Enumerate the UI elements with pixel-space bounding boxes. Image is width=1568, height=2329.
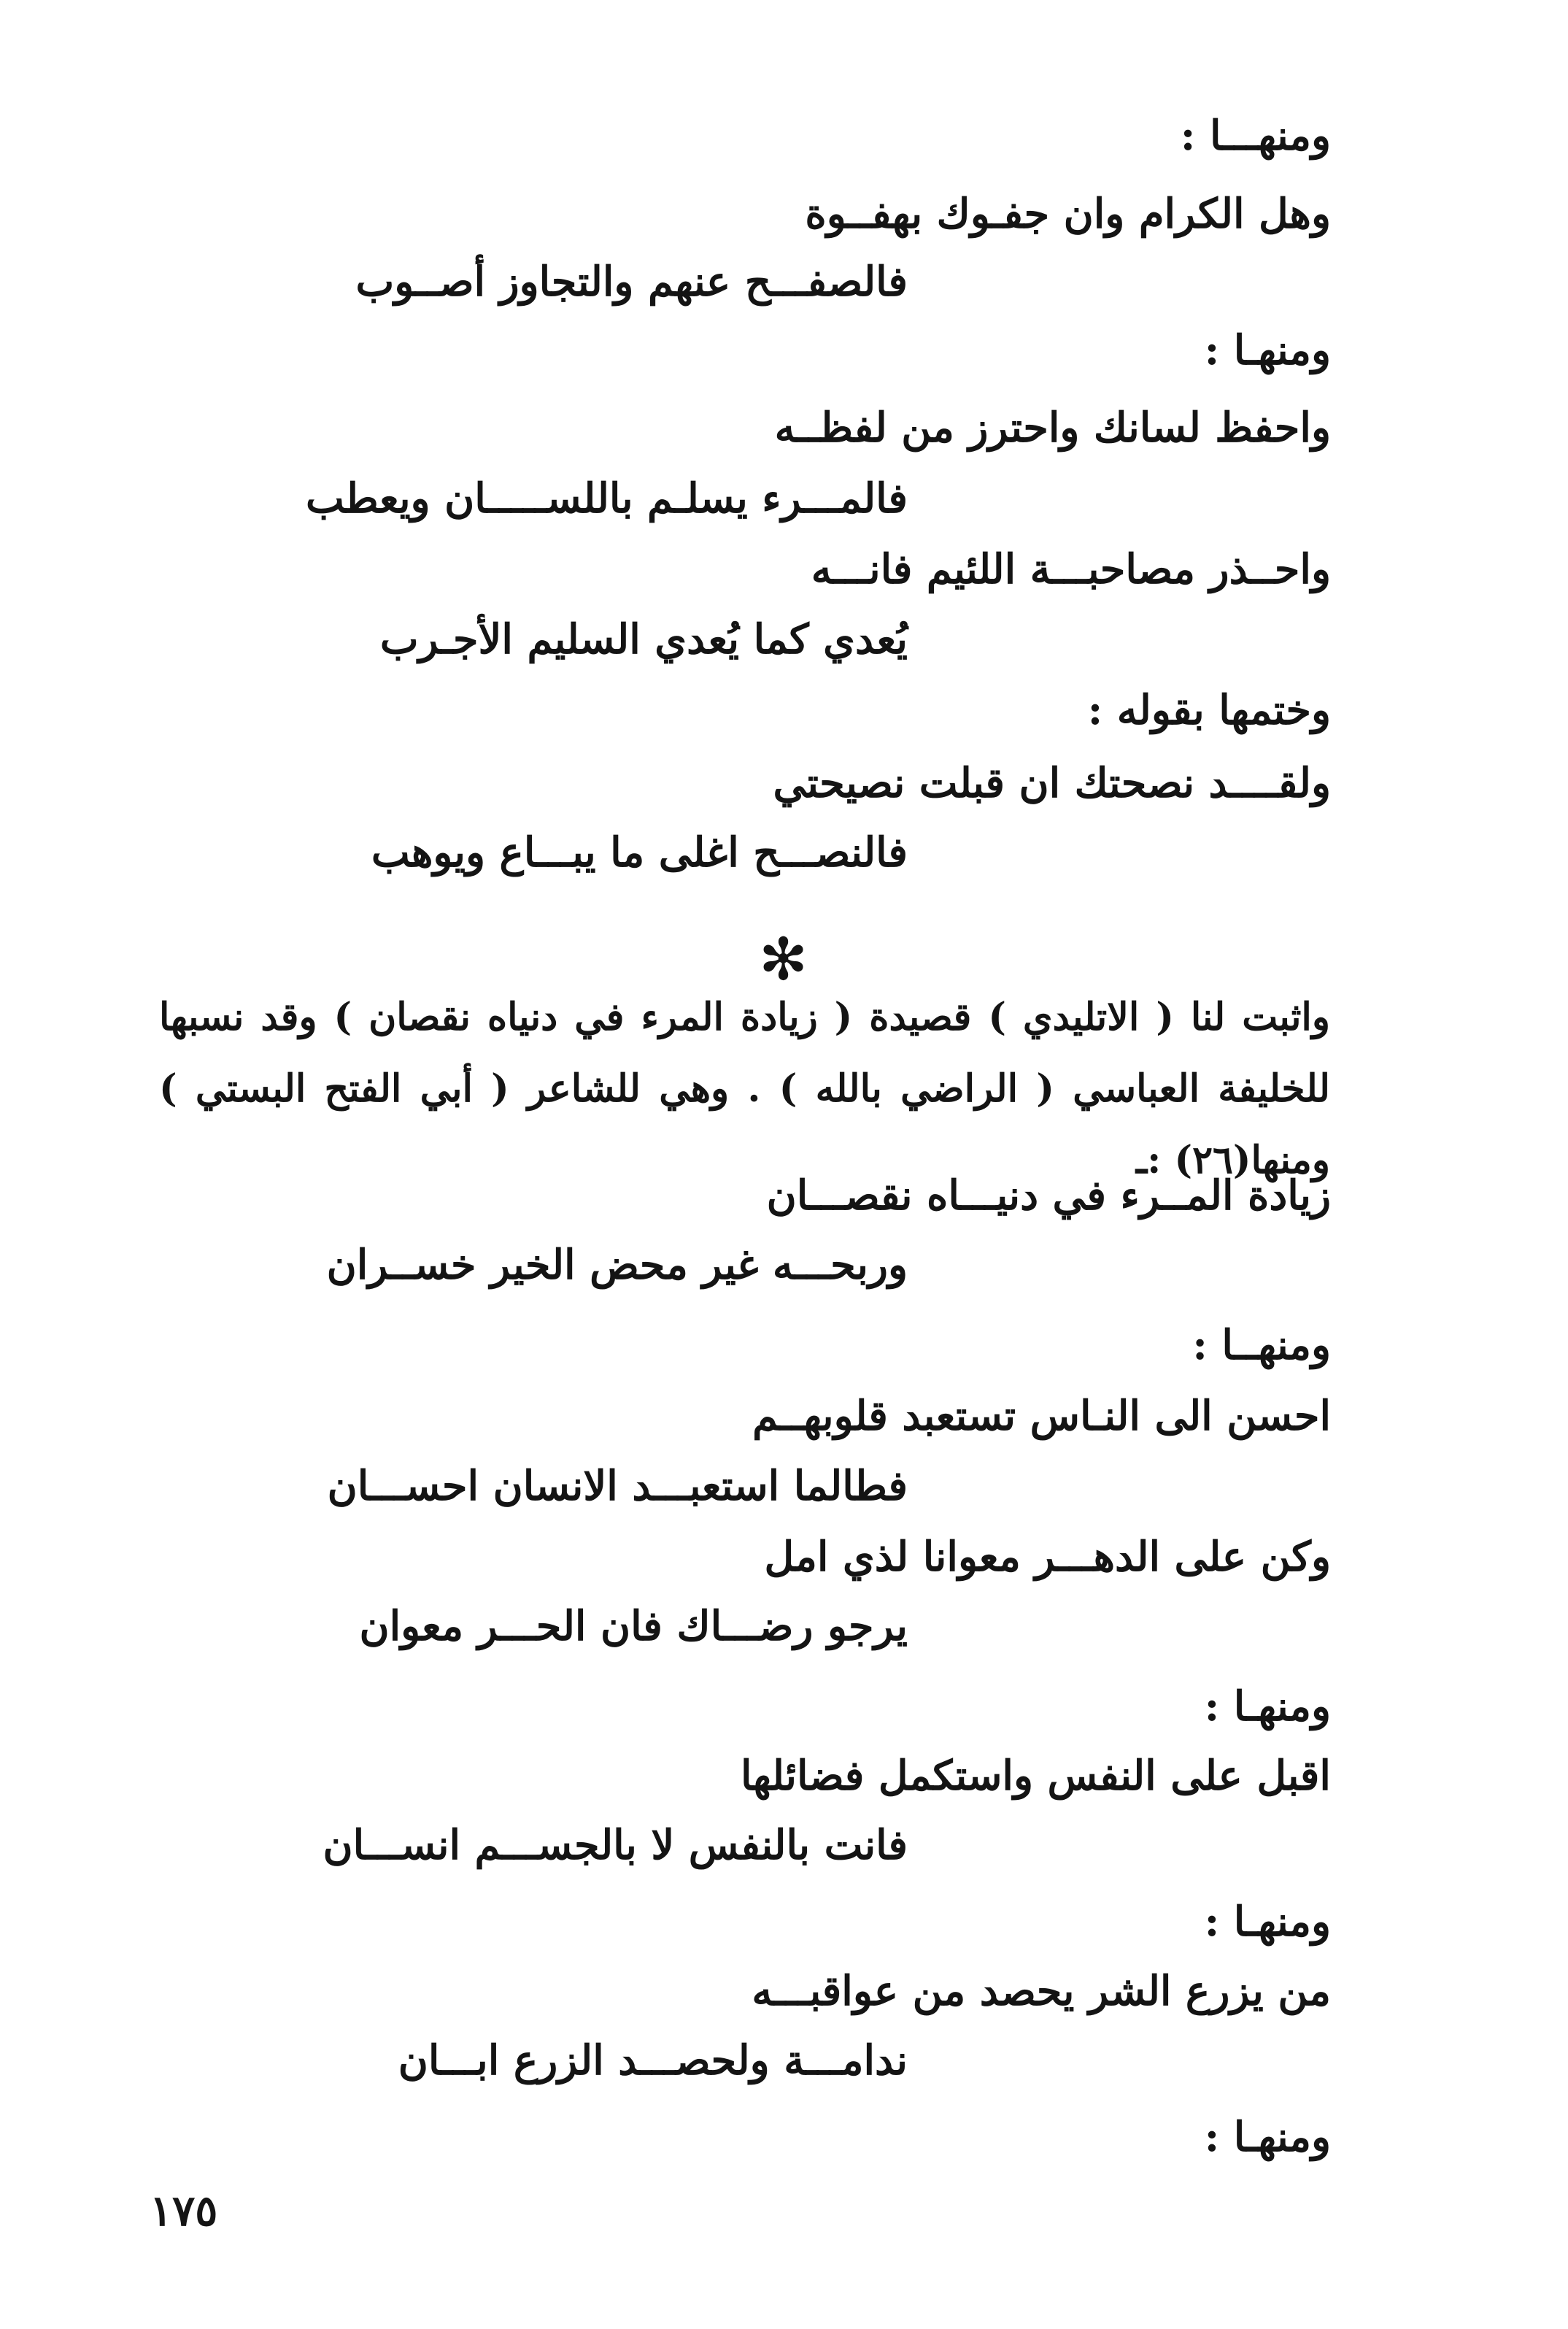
text-line-7: ومنهـا : bbox=[1204, 2113, 1331, 2161]
verse-line-3b: يُعدي كما يُعدي السليم الأجـرب bbox=[379, 615, 908, 663]
section-separator: ✻ bbox=[759, 925, 808, 993]
text-line-5: ومنهـا : bbox=[1204, 1682, 1331, 1731]
intro-paragraph: واثبت لنا ( الاتليدي ) قصيدة ( زيادة المرء في دنياه نقصان ) وقد نسبها للخليفة العباسي ( الراضي بالله ) . وهي للشاعر ( أبي الفتح البستي ) ومنها(٢٦) :ـ bbox=[159, 995, 1330, 1182]
verse-line-6b: فطالما استعبـــد الانسان احســـان bbox=[327, 1462, 908, 1510]
verse-line-1b: فالصفـــح عنهم والتجاوز أصــوب bbox=[355, 258, 908, 306]
text-line-1: ومنهـــا : bbox=[1180, 112, 1331, 160]
verse-line-6a: احسن الى النـاس تستعبد قلوبهــم bbox=[752, 1392, 1331, 1440]
text-line-2: ومنهـا : bbox=[1204, 326, 1331, 374]
text-line-6: ومنهـا : bbox=[1204, 1898, 1331, 1946]
page-number: ١٧٥ bbox=[150, 2186, 218, 2236]
verse-line-4a: ولقــــد نصحتك ان قبلت نصيحتي bbox=[773, 759, 1331, 807]
text-line-3: وختمها بقوله : bbox=[1087, 686, 1331, 734]
verse-line-7a: وكن على الدهـــر معوانا لذي امل bbox=[764, 1533, 1331, 1581]
verse-line-2b: فالمـــرء يسلـم باللســـــان ويعطب bbox=[306, 474, 908, 523]
verse-line-4b: فالنصـــح اغلى ما يبـــاع ويوهب bbox=[371, 828, 908, 877]
verse-line-2a: واحفظ لسانك واحترز من لفظــه bbox=[774, 404, 1331, 452]
verse-line-3a: واحــذر مصاحبـــة اللئيم فانـــه bbox=[811, 545, 1331, 593]
verse-line-9a: من يزرع الشر يحصد من عواقبـــه bbox=[752, 1967, 1331, 2015]
verse-line-9b: ندامـــة ولحصـــد الزرع ابـــان bbox=[398, 2036, 908, 2084]
text-line-4: ومنهــا : bbox=[1192, 1321, 1331, 1369]
verse-line-7b: يرجو رضـــاك فان الحـــر معوان bbox=[359, 1602, 908, 1650]
verse-line-8a: اقبل على النفس واستكمل فضائلها bbox=[740, 1752, 1331, 1800]
verse-line-5a: زيادة المــرء في دنيـــاه نقصـــان bbox=[766, 1171, 1331, 1220]
verse-line-1a: وهل الكرام وان جفـوك بهفــوة bbox=[805, 190, 1331, 238]
verse-line-8b: فانت بالنفس لا بالجســـم انســـان bbox=[323, 1821, 908, 1869]
verse-line-5b: وربحـــه غير محض الخير خســران bbox=[326, 1241, 908, 1289]
